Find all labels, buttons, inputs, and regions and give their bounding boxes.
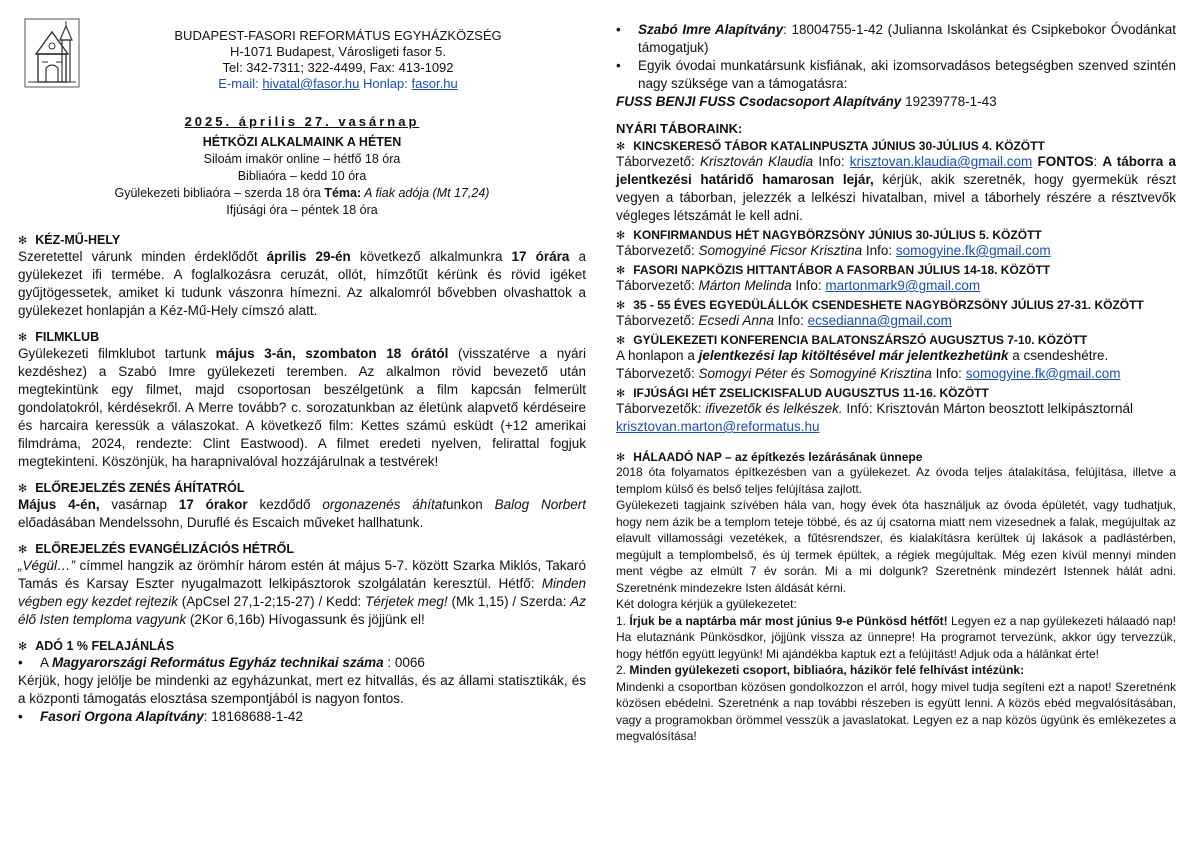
bullet-item: [616, 21, 1176, 57]
text-bold: 17 órára: [511, 249, 570, 264]
text: Info:: [862, 243, 896, 258]
text: : 18004755-1-42 (Julianna Iskolánkat és Csipkebokor Óvodánkat támogatjuk): [638, 22, 1176, 55]
text-bold-italic: Magyarországi Református Egyház technikai száma: [52, 655, 384, 670]
text-italic: Ecsedi Anna: [698, 313, 774, 328]
weekly-schedule: [18, 134, 586, 219]
text: (Mk 1,15) / Szerda:: [447, 594, 571, 609]
text: A: [40, 655, 53, 670]
email-link[interactable]: hivatal@fasor.hu: [262, 76, 360, 91]
asterisk-icon: ✻: [616, 452, 626, 464]
asterisk-icon: ✻: [18, 332, 28, 344]
text-bold-italic: Szabó Imre Alapítvány: [638, 22, 784, 37]
section-ahitat: [18, 481, 586, 532]
weekly-line: [18, 185, 586, 202]
text: A honlapon a: [616, 348, 699, 363]
letterhead-text: [158, 28, 518, 92]
letterhead: [18, 0, 586, 104]
text-bold: 17 órakor: [178, 497, 248, 512]
bullet-icon: •: [616, 22, 621, 37]
text: a gyülekezet ifi termébe. A foglalkozásra ceruzát, ollót, hímzőtűt kérünk és rövid igéket gyűjtögessetek, amiket ki tudunk vászonra hímezni. Az alkalomról bővebben olvashattok a gyülekezet honlapján a Kéz-Mű-Hely címszó alatt.: [18, 249, 586, 318]
text-italic: „Végül…”: [18, 558, 76, 573]
bullet-icon: •: [18, 709, 23, 724]
section-heading: [18, 330, 586, 344]
text-italic: Térjetek meg!: [365, 594, 448, 609]
left-column: [18, 0, 586, 726]
text: 1.: [616, 613, 630, 628]
asterisk-icon: ✻: [18, 641, 28, 653]
text-italic: ifivezetők és lelkészek.: [705, 401, 843, 416]
text-italic: Krisztován Klaudia: [699, 154, 814, 169]
text: 19239778-1-43: [901, 94, 997, 109]
text: (ApCsel 27,1-2;15-27) / Kedd:: [178, 594, 366, 609]
text: Info:: [813, 154, 850, 169]
bullet-item: [18, 654, 586, 672]
email-link[interactable]: krisztovan.klaudia@gmail.com: [849, 154, 1033, 169]
email-link[interactable]: martonmark9@gmail.com: [825, 278, 981, 293]
camps-title: NYÁRI TÁBORAINK:: [616, 121, 743, 136]
web-label: Honlap:: [363, 76, 408, 91]
text-bold-italic: Fasori Orgona Alapítvány: [40, 709, 204, 724]
text: Táborvezető:: [616, 243, 699, 258]
right-column: [616, 0, 1176, 745]
camp-title: KONFIRMANDUS HÉT NAGYBÖRZSÖNY JÚNIUS 30-JÚLIUS 5. KÖZÖTT: [633, 228, 1042, 242]
text: kérjük, akik szeretnék, hogy gyermekük részt vegyen a táborban, jelezzék a lelkészi hivatalban, mivel a táborhely részére a résztvevők végleges létszámát le kell adni.: [616, 172, 1176, 223]
text: 2.: [616, 663, 630, 677]
bullet-icon: •: [18, 655, 23, 670]
email-link[interactable]: krisztovan.marton@reformatus.hu: [616, 419, 820, 434]
camp-heading: [616, 333, 1176, 347]
section-body: Mindenki a csoportban közösen gondolkozzon el arról, hogy mivel tudja segíteni ezt a napot! Szeretnénk közösen ebédelni. Szeretnénk a nap további részeben is együtt lenni. A közös ebéd megvalósításában, vagy a programokban örömmel vesszük a javaslatokat. Legyen ez a nap közös ügyünk és emlékezetes a megvalósítása!: [616, 679, 1176, 743]
section-body: Két dologra kérjük a gyülekezetet:: [616, 597, 797, 611]
numbered-item: [616, 613, 1176, 663]
bulletin-date: 2025. április 27. vasárnap: [184, 114, 420, 129]
text-bold: május 3-án, szombaton 18 órától: [215, 346, 449, 361]
org-contact: [158, 76, 518, 92]
camp-body: [616, 153, 1176, 225]
text: Info:: [931, 366, 966, 381]
text: Infó: Krisztován Márton beosztott lelkipásztornál: [842, 401, 1133, 416]
section-body: [18, 496, 586, 532]
bullet-icon: •: [616, 58, 621, 73]
section-body: Gyülekezeti tagjaink szívében hála van, hogy évek óta használjuk az óvoda épületét, vagy tudhatjuk, hogy nem ázik be a templom teteje többé, és az új csatorna miatt nem vizesednek a falak, megújultak az elavult villamossági vezetékek, a fűtésrendszer, és kialakításra kerültek új lakások a padlástérben, megújult a templombelső, és új termek épültek, a régiek megújultak. Még ezen kívül mennyi minden ment végbe az elmúlt 7 év során. Mi a mi dolgunk? Szeretnénk mindezért Istennek hálát adni. Szeretnénk mindezekre Isten áldását kérni.: [616, 498, 1176, 595]
text-bold: FONTOS: [1032, 154, 1094, 169]
email-label: E-mail:: [218, 76, 259, 91]
email-link[interactable]: ecsedianna@gmail.com: [807, 313, 952, 328]
bullet-text: [40, 708, 303, 726]
church-logo-icon: [24, 18, 80, 88]
asterisk-icon: ✻: [616, 300, 626, 312]
numbered-item: [616, 662, 1176, 679]
section-title: FILMKLUB: [35, 330, 100, 344]
org-name: BUDAPEST-FASORI REFORMÁTUS EGYHÁZKÖZSÉG: [174, 28, 502, 43]
weekly-line: Bibliaóra – kedd 10 óra: [237, 169, 367, 183]
section-kezmuhely: [18, 233, 586, 320]
text: vasárnap: [99, 497, 179, 512]
text: : 18168688-1-42: [203, 709, 303, 724]
section-filmklub: [18, 330, 586, 471]
weekly-topic: A fiak adója (Mt 17,24): [361, 186, 490, 200]
text: :: [1093, 154, 1103, 169]
bullet-text: [638, 21, 1176, 57]
camp-heading: [616, 139, 1176, 153]
text-italic: Somogyi Péter és Somogyiné Krisztina: [698, 366, 932, 381]
section-ado: [18, 639, 586, 726]
text: Info:: [791, 278, 826, 293]
text: (visszatérve a nyári kezdéshez) a Szabó Imre gyülekezeti teremben. Az alkalmon rövid bevezető után megtekintünk egy filmet, majd csoportosan beszélgetünk a film kapcsán felmerült gondolatokról, kérdésekről. A Merre tovább? c. sorozatunkban az életünk alapvető kérdéseire és harcaira keressük a válaszokat. A következő film: Kettes számú esküdt (+12 amerikai filmdráma, 2024, rendezte: Clint Eastwood). A filmet eredeti nyelven, felirattal fogjuk megtekinteni. Köszönjük, ha harapnivalóval hozzájárulnak a testvérek!: [18, 346, 587, 469]
section-body: [18, 345, 586, 471]
camp-heading: [616, 298, 1176, 312]
asterisk-icon: ✻: [616, 388, 626, 400]
text-bold: Írjuk be a naptárba már most június 9-e Pünkösd hétfőt!: [629, 613, 948, 628]
camp-body: [616, 312, 1176, 330]
text: a csendeshétre.: [1008, 348, 1109, 363]
asterisk-icon: ✻: [18, 544, 28, 556]
asterisk-icon: ✻: [616, 230, 626, 242]
text-italic: orgonazenés áhítat: [322, 497, 446, 512]
asterisk-icon: ✻: [616, 141, 626, 153]
asterisk-icon: ✻: [616, 265, 626, 277]
text: Táborvezető:: [616, 366, 699, 381]
text: Legyen ez a nap gyülekezeti hálaadó nap! Ha elutaznánk Pünkösdkor, jöjjünk vissza az ünnepre! Ha programot tervezünk, akkor úgy tervezzük, hogy hétfőn együtt legyünk! Mi ajándékba kaptuk ezt a felújítást! Adjuk oda a hálánkat érte!: [616, 613, 1176, 661]
section-subtitle: – az építkezés lezárásának ünnepe: [721, 450, 923, 464]
text: (2Kor 6,16b) Hívogassunk és jöjjünk el!: [186, 612, 425, 627]
section-body: [18, 557, 586, 629]
section-heading: [616, 450, 1176, 464]
camp-body: [616, 242, 1176, 260]
text: címmel hangzik az örömhír három estén át május 5-7. között Szarka Miklós, Takaró Tamás és Karsay Eszter nyugalmazott lelkipásztorok szolgálatán keresztül. Hétfő:: [18, 558, 586, 591]
text: Info:: [773, 313, 808, 328]
bullet-text: [40, 654, 425, 672]
section-title: ADÓ 1 % FELAJÁNLÁS: [35, 639, 175, 653]
text: unkon: [446, 497, 495, 512]
camp-title: IFJÚSÁGI HÉT ZSELICKISFALUD AUGUSZTUS 11-16. KÖZÖTT: [633, 386, 989, 400]
email-link[interactable]: somogyine.fk@gmail.com: [965, 366, 1121, 381]
text: Táborvezető:: [616, 313, 699, 328]
section-heading: [18, 639, 586, 653]
section-evangelizacio: [18, 542, 586, 629]
asterisk-icon: ✻: [18, 235, 28, 247]
camp-title: KINCSKERESŐ TÁBOR KATALINPUSZTA JÚNIUS 30-JÚLIUS 4. KÖZÖTT: [633, 139, 1045, 153]
weekly-line: Siloám imakör online – hétfő 18 óra: [203, 152, 401, 166]
camp-body: [616, 347, 1176, 365]
website-link[interactable]: fasor.hu: [411, 76, 458, 91]
weekly-topic-label: Téma:: [324, 186, 362, 200]
weekly-line: Ifjúsági óra – péntek 18 óra: [226, 203, 378, 217]
asterisk-icon: ✻: [18, 483, 28, 495]
text: következő alkalmunkra: [350, 249, 512, 264]
section-body: [18, 248, 586, 320]
camp-heading: [616, 263, 1176, 277]
section-title: ELŐREJELZÉS ZENÉS ÁHÍTATRÓL: [35, 481, 245, 495]
section-heading: [18, 233, 586, 247]
camp-body: [616, 400, 1176, 436]
section-heading: [18, 481, 586, 495]
weekly-title: HÉTKÖZI ALKALMAINK A HÉTEN: [202, 135, 402, 149]
text: Gyülekezeti filmklubot tartunk: [18, 346, 216, 361]
text-bold: április 29-én: [266, 249, 351, 264]
org-address: H-1071 Budapest, Városligeti fasor 5.: [229, 44, 447, 59]
bullet-item: [18, 708, 586, 726]
text-italic: Márton Melinda: [698, 278, 792, 293]
camp-body: [616, 277, 1176, 295]
text-bold: Minden gyülekezeti csoport, bibliaóra, házikör felé felhívást intézünk:: [629, 663, 1025, 677]
org-phone: Tel: 342-7311; 322-4499, Fax: 413-1092: [222, 60, 454, 75]
text-bold-italic: FUSS BENJI FUSS Csodacsoport Alapítvány: [616, 94, 902, 109]
fuss-line: [616, 93, 1176, 111]
text-italic: Az élő Isten temploma vagyunk: [18, 594, 587, 627]
text: kezdődő: [247, 497, 323, 512]
text-italic: Minden végben egy kezdet rejtezik: [18, 576, 586, 609]
section-title: KÉZ-MŰ-HELY: [35, 233, 121, 247]
camp-heading: [616, 386, 1176, 400]
text: Szeretettel várunk minden érdeklődőt: [18, 249, 267, 264]
camp-title: 35 - 55 ÉVES EGYEDÜLÁLLÓK CSENDESHETE NAGYBÖRZSÖNY JÚLIUS 27-31. KÖZÖTT: [633, 298, 1144, 312]
text: Táborvezető:: [616, 278, 699, 293]
section-body: 2018 óta folyamatos építkezésben van a gyülekezet. Az óvoda teljes átalakítása, felújítása, illetve a templom külső és belső teljes felújítása zajlott.: [616, 465, 1176, 496]
text-italic: Balog Norbert: [494, 497, 586, 512]
section-heading: [18, 542, 586, 556]
text: előadásában Mendelssohn, Duruflé és Escaich műveket hallhatunk.: [18, 515, 424, 530]
email-link[interactable]: somogyine.fk@gmail.com: [895, 243, 1051, 258]
camp-heading: [616, 228, 1176, 242]
camp-title: FASORI NAPKÖZIS HITTANTÁBOR A FASORBAN JÚLIUS 14-18. KÖZÖTT: [633, 263, 1051, 277]
section-title: ELŐREJELZÉS EVANGÉLIZÁCIÓS HÉTRŐL: [35, 542, 295, 556]
text: Táborvezetők:: [616, 401, 706, 416]
text: : 0066: [383, 655, 425, 670]
text: Táborvezető:: [616, 154, 700, 169]
text-bold: A táborra a jelentkezési határidő hamarosan lejár,: [616, 154, 1176, 187]
weekly-line-text: Gyülekezeti bibliaóra – szerda 18 óra: [114, 186, 325, 200]
text-bold-italic: jelentkezési lap kitöltésével már jelentkezhetünk: [698, 348, 1009, 363]
text-bold: Május 4-én,: [18, 497, 100, 512]
text-italic: Somogyiné Ficsor Krisztina: [698, 243, 863, 258]
bullet-text: Egyik óvodai munkatársunk kisfiának, aki izomsorvadásos betegségben szenved szintén nagy szüksége van a támogatásra:: [638, 58, 1176, 91]
asterisk-icon: ✻: [616, 335, 626, 347]
camp-body: [616, 365, 1176, 383]
bullet-item: [616, 57, 1176, 93]
camp-title: GYÜLEKEZETI KONFERENCIA BALATONSZÁRSZÓ AUGUSZTUS 7-10. KÖZÖTT: [633, 333, 1088, 347]
section-title: HÁLAADÓ NAP: [633, 450, 722, 464]
section-body: Kérjük, hogy jelölje be mindenki az egyházunkat, mert ez hitvallás, és az állami statisztikák, és a központi támogatás elosztása szempontjából is nagyon fontos.: [18, 673, 586, 706]
